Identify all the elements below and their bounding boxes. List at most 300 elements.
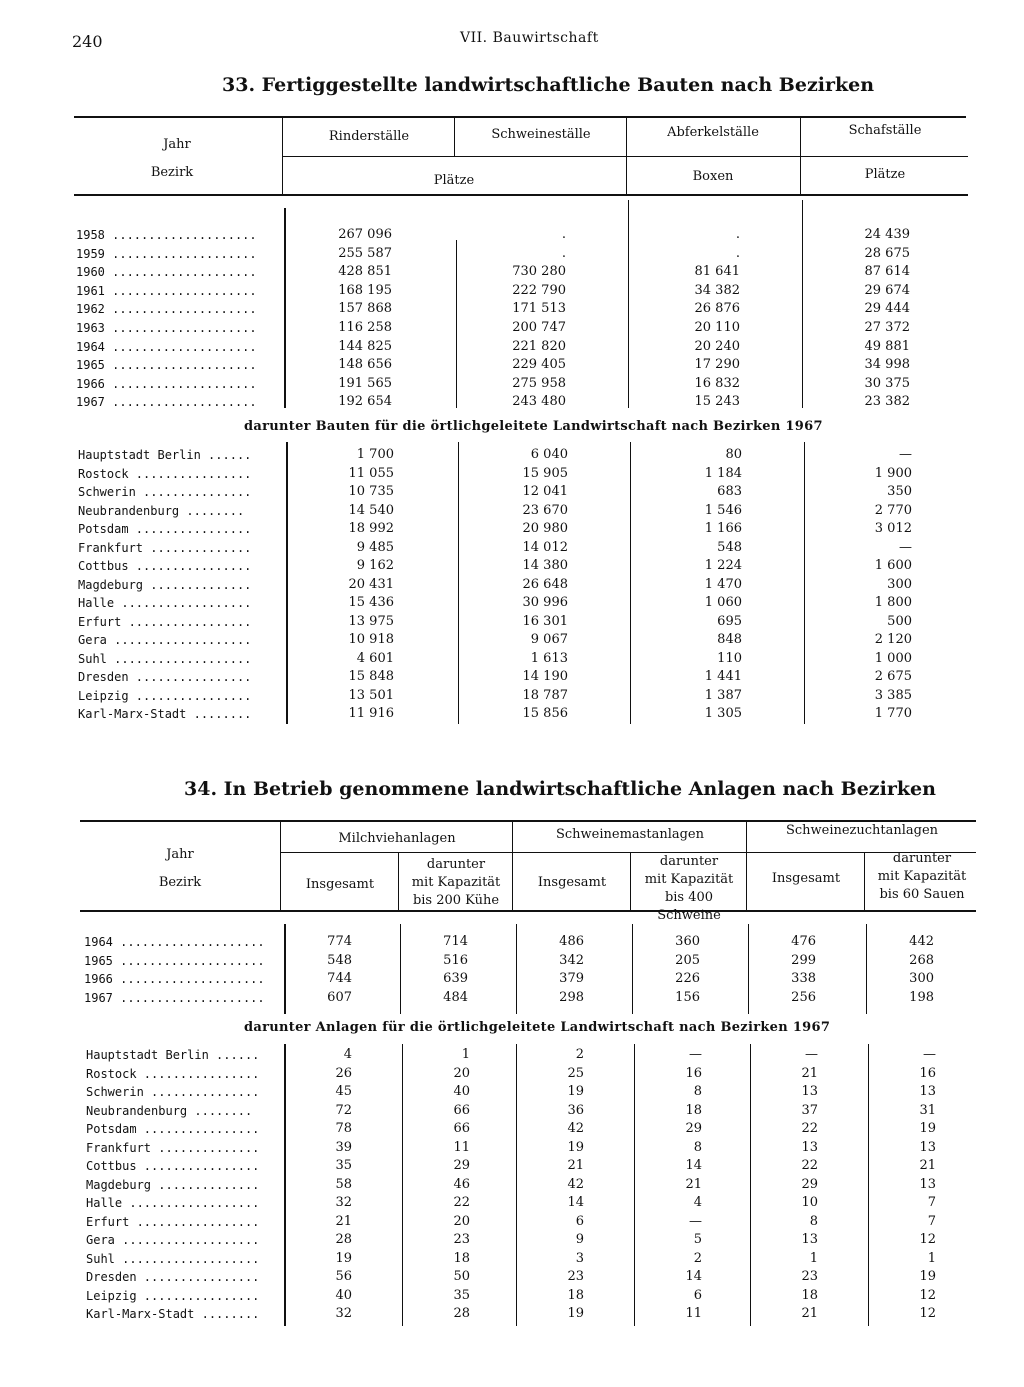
row-label: Dresden ................	[78, 670, 252, 684]
table-cell: 1 387	[704, 687, 742, 703]
table-cell: 11	[453, 1139, 470, 1155]
table-cell: 28 675	[864, 245, 910, 261]
stub-head-bezirk: Bezirk	[150, 165, 194, 180]
table-cell: 21	[685, 1176, 702, 1192]
table-cell: 29	[801, 1176, 818, 1192]
table-cell: —	[899, 447, 912, 462]
table-cell: 66	[453, 1102, 470, 1118]
table-cell: 11 916	[348, 706, 394, 721]
running-head: VII. Bauwirtschaft	[460, 30, 599, 46]
table-cell: 428 851	[338, 264, 392, 280]
table-cell: —	[689, 1213, 702, 1229]
row-label: Suhl ...................	[78, 651, 252, 666]
table-cell: 774	[327, 934, 352, 949]
table-cell: 18	[567, 1287, 584, 1303]
sub-head-total: Insgesamt	[305, 877, 375, 892]
table-cell: 46	[453, 1176, 470, 1192]
table-cell: 360	[675, 934, 700, 949]
sub-head-total: Insgesamt	[537, 875, 607, 890]
table-cell: 848	[717, 632, 742, 647]
table-cell: 8	[809, 1213, 818, 1229]
table-cell: 35	[453, 1287, 470, 1303]
row-label: 1964 ....................	[84, 935, 265, 949]
row-label: 1962 ....................	[76, 302, 257, 317]
table-row	[0, 1065, 1024, 1083]
table-cell: 191 565	[338, 375, 392, 391]
row-label: Suhl ...................	[86, 1251, 260, 1266]
table-row	[0, 650, 1024, 668]
table-cell: 24 439	[864, 227, 910, 242]
row-label: Frankfurt ..............	[78, 540, 252, 555]
table-row	[0, 226, 1024, 244]
table-row	[0, 668, 1024, 686]
table-cell: 229 405	[512, 357, 566, 373]
table-cell: 13	[919, 1084, 936, 1099]
table-cell: 19	[919, 1121, 936, 1136]
table-cell: 22	[453, 1195, 470, 1210]
table-cell: 19	[335, 1250, 352, 1266]
table-33-col-divider	[800, 118, 801, 196]
col-head: Schweineställe	[491, 127, 591, 142]
row-label: 1966 ....................	[84, 972, 265, 986]
row-label: 1958 ....................	[76, 228, 257, 242]
table-34-col-divider	[746, 822, 747, 912]
table-cell: .	[561, 245, 566, 261]
table-34-col-divider	[630, 853, 631, 911]
table-cell: 695	[717, 613, 742, 629]
table-cell: 29 444	[864, 301, 910, 317]
table-cell: 14	[685, 1269, 702, 1284]
table-cell: 486	[559, 934, 584, 949]
table-cell: 300	[909, 971, 934, 986]
table-cell: —	[923, 1047, 936, 1062]
table-cell: 14	[567, 1195, 584, 1210]
table-cell: 222 790	[512, 282, 566, 298]
row-label: Schwerin ...............	[86, 1085, 260, 1099]
table-cell: 226	[675, 971, 700, 986]
row-label: Rostock ................	[78, 466, 252, 481]
table-cell: 2 770	[874, 502, 912, 518]
table-cell: 20 240	[694, 338, 740, 354]
table-cell: 13	[801, 1139, 818, 1155]
table-34-title: 34. In Betrieb genommene landwirtschaftliche Anlagen nach Bezirken	[184, 778, 936, 800]
table-cell: 744	[327, 971, 352, 986]
table-cell: 1	[461, 1047, 470, 1062]
row-label: Schwerin ...............	[78, 485, 252, 499]
table-cell: 442	[909, 934, 934, 949]
table-cell: 20 980	[522, 521, 568, 536]
table-row	[0, 1157, 1024, 1175]
table-cell: 18	[801, 1287, 818, 1303]
table-cell: 18 787	[522, 687, 568, 703]
table-cell: 338	[791, 971, 816, 986]
row-label: 1965 ....................	[76, 358, 257, 373]
table-cell: —	[899, 539, 912, 555]
table-cell: 144 825	[338, 338, 392, 354]
table-row	[0, 1083, 1024, 1101]
table-cell: 11	[685, 1306, 702, 1321]
table-cell: 15 848	[348, 669, 394, 684]
table-33-stub-divider	[282, 118, 283, 196]
row-label: 1965 ....................	[84, 953, 265, 968]
row-label: Hauptstadt Berlin ......	[86, 1048, 260, 1062]
table-cell: 8	[693, 1084, 702, 1099]
table-cell: 18	[685, 1102, 702, 1118]
table-cell: 2	[693, 1250, 702, 1266]
table-cell: 81 641	[694, 264, 740, 280]
table-cell: 50	[453, 1269, 470, 1284]
table-cell: 45	[335, 1084, 352, 1099]
table-cell: 29	[685, 1121, 702, 1136]
row-label: 1966 ....................	[76, 376, 257, 391]
table-cell: 14 380	[522, 558, 568, 573]
table-cell: 221 820	[512, 338, 566, 354]
table-cell: 9 485	[356, 539, 394, 555]
table-cell: 268	[909, 952, 934, 968]
table-cell: 300	[887, 576, 912, 592]
table-cell: 255 587	[338, 245, 392, 261]
table-cell: 13	[801, 1084, 818, 1099]
table-cell: 13	[801, 1232, 818, 1247]
row-label: 1961 ....................	[76, 283, 257, 298]
table-row	[0, 446, 1024, 464]
table-row	[0, 576, 1024, 594]
table-row	[0, 557, 1024, 575]
sub-head-capacity: darunter mit Kapazität bis 60 Sauen	[877, 851, 967, 902]
table-cell: 205	[675, 952, 700, 968]
table-cell: 3	[575, 1250, 584, 1266]
table-cell: 12 041	[522, 484, 568, 499]
table-cell: 19	[567, 1084, 584, 1099]
table-row	[0, 263, 1024, 281]
table-cell: 14 540	[348, 502, 394, 518]
table-row	[0, 952, 1024, 970]
table-cell: .	[735, 227, 740, 242]
table-cell: 16 832	[694, 375, 740, 391]
table-cell: 7	[927, 1213, 936, 1229]
table-cell: 34 382	[694, 282, 740, 298]
table-cell: 6	[693, 1287, 702, 1303]
stub-head-bezirk: Bezirk	[158, 875, 202, 890]
table-cell: 42	[567, 1176, 584, 1192]
table-cell: 1 441	[704, 669, 742, 684]
table-row	[0, 282, 1024, 300]
table-cell: 26 876	[694, 301, 740, 317]
table-cell: 16 301	[522, 613, 568, 629]
table-cell: 12	[919, 1287, 936, 1303]
table-cell: 267 096	[338, 227, 392, 242]
table-cell: 28	[453, 1306, 470, 1321]
table-cell: 9 067	[530, 632, 568, 647]
table-cell: 1 600	[874, 558, 912, 573]
table-cell: 19	[567, 1139, 584, 1155]
table-cell: 1 000	[874, 650, 912, 666]
table-cell: 1 700	[356, 447, 394, 462]
group-head: Schweinezuchtanlagen	[785, 823, 939, 838]
table-cell: 607	[327, 989, 352, 1005]
table-cell: 21	[335, 1213, 352, 1229]
table-row	[0, 1305, 1024, 1323]
table-cell: 1 800	[874, 595, 912, 610]
table-cell: 299	[791, 952, 816, 968]
table-cell: 58	[335, 1176, 352, 1192]
row-label: Rostock ................	[86, 1066, 260, 1081]
col-head: Rinderställe	[328, 129, 410, 144]
row-label: Erfurt .................	[78, 614, 252, 629]
table-cell: 11 055	[348, 465, 394, 481]
table-cell: 26	[335, 1065, 352, 1081]
table-34-header-rule	[80, 910, 976, 912]
table-cell: 10	[801, 1195, 818, 1210]
table-cell: 15 905	[522, 465, 568, 481]
table-row	[0, 393, 1024, 411]
table-cell: 548	[327, 952, 352, 968]
table-cell: 15 856	[522, 706, 568, 721]
table-cell: 39	[335, 1139, 352, 1155]
table-cell: —	[805, 1047, 818, 1062]
table-row	[0, 687, 1024, 705]
table-cell: 171 513	[512, 301, 566, 317]
table-cell: 548	[717, 539, 742, 555]
table-34-col-divider	[864, 853, 865, 911]
table-cell: 714	[443, 934, 468, 949]
table-cell: 20 110	[694, 320, 740, 335]
table-cell: 5	[693, 1232, 702, 1247]
table-cell: 40	[453, 1084, 470, 1099]
table-cell: 1 184	[704, 465, 742, 481]
table-row	[0, 356, 1024, 374]
row-label: Dresden ................	[86, 1270, 260, 1284]
table-cell: 32	[335, 1306, 352, 1321]
row-label: Neubrandenburg ........	[78, 503, 245, 518]
table-cell: 12	[919, 1306, 936, 1321]
table-cell: 1	[809, 1250, 818, 1266]
table-cell: 639	[443, 971, 468, 986]
table-cell: 19	[919, 1269, 936, 1284]
row-label: 1959 ....................	[76, 246, 257, 261]
table-cell: 683	[717, 484, 742, 499]
table-cell: 2 675	[874, 669, 912, 684]
table-cell: .	[735, 245, 740, 261]
table-33-col-divider	[626, 118, 627, 196]
row-label: Halle ..................	[78, 596, 252, 610]
stub-head-jahr: Jahr	[163, 137, 191, 152]
table-cell: 13 975	[348, 613, 394, 629]
table-cell: 31	[919, 1102, 936, 1118]
table-cell: 15 436	[348, 595, 394, 610]
table-33-title: 33. Fertiggestellte landwirtschaftliche Bauten nach Bezirken	[222, 74, 875, 96]
table-row	[0, 1231, 1024, 1249]
table-cell: 198	[909, 989, 934, 1005]
group-head: Milchviehanlagen	[338, 831, 456, 846]
table-cell: 10 918	[348, 632, 394, 647]
table-cell: 72	[335, 1102, 352, 1118]
table-cell: 21	[801, 1306, 818, 1321]
table-row	[0, 594, 1024, 612]
row-label: 1964 ....................	[76, 339, 257, 354]
table-cell: 87 614	[864, 264, 910, 280]
table-34-col-divider	[398, 853, 399, 911]
table-cell: 6	[575, 1213, 584, 1229]
table-cell: 256	[791, 989, 816, 1005]
table-cell: 1 060	[704, 595, 742, 610]
table-cell: 110	[717, 650, 742, 666]
sub-head-total: Insgesamt	[771, 871, 841, 886]
table-cell: 18 992	[348, 521, 394, 536]
row-label: Leipzig ................	[86, 1288, 260, 1303]
table-row	[0, 465, 1024, 483]
table-cell: 156	[675, 989, 700, 1005]
table-cell: 49 881	[864, 338, 910, 354]
table-cell: 8	[693, 1139, 702, 1155]
table-cell: 23 382	[864, 394, 910, 410]
table-cell: 350	[887, 484, 912, 499]
table-cell: 36	[567, 1102, 584, 1118]
row-label: Cottbus ................	[86, 1159, 260, 1173]
table-cell: 16	[919, 1065, 936, 1081]
row-label: Karl-Marx-Stadt ........	[78, 707, 252, 721]
table-cell: 78	[335, 1121, 352, 1136]
table-cell: 30 375	[864, 375, 910, 391]
table-cell: 42	[567, 1121, 584, 1136]
table-row	[0, 1046, 1024, 1064]
table-cell: 4	[693, 1195, 702, 1210]
table-cell: 20	[453, 1065, 470, 1081]
row-label: Erfurt .................	[86, 1214, 260, 1229]
sub-head-capacity: darunter mit Kapazität bis 400 Schweine	[644, 854, 734, 923]
table-row	[0, 970, 1024, 988]
table-cell: 26 648	[522, 576, 568, 592]
table-cell: 1 224	[704, 558, 742, 573]
table-row	[0, 300, 1024, 318]
row-label: Potsdam ................	[86, 1122, 260, 1136]
table-row	[0, 483, 1024, 501]
row-label: Neubrandenburg ........	[86, 1103, 253, 1118]
row-label: 1960 ....................	[76, 265, 257, 280]
table-cell: 30 996	[522, 595, 568, 610]
table-row	[0, 319, 1024, 337]
table-cell: 1 613	[530, 650, 568, 666]
row-label: Gera ...................	[86, 1233, 260, 1247]
table-cell: 192 654	[338, 394, 392, 410]
table-cell: 4 601	[356, 650, 394, 666]
table-row	[0, 1120, 1024, 1138]
table-cell: 516	[443, 952, 468, 968]
table-cell: 157 868	[338, 301, 392, 317]
table-cell: 23 670	[522, 502, 568, 518]
table-row	[0, 1250, 1024, 1268]
row-label: Magdeburg ..............	[78, 577, 252, 592]
table-row	[0, 338, 1024, 356]
table-cell: 21	[567, 1158, 584, 1173]
table-cell: 342	[559, 952, 584, 968]
table-cell: 298	[559, 989, 584, 1005]
row-label: Potsdam ................	[78, 522, 252, 536]
table-cell: 18	[453, 1250, 470, 1266]
table-cell: 275 958	[512, 375, 566, 391]
row-label: 1967 ....................	[76, 395, 257, 410]
table-row	[0, 520, 1024, 538]
table-33-top-rule	[74, 116, 966, 118]
table-33-unit-rule	[282, 156, 968, 157]
stub-head-jahr: Jahr	[166, 847, 194, 862]
table-cell: 14	[685, 1158, 702, 1173]
table-row	[0, 1194, 1024, 1212]
table-cell: 13	[919, 1139, 936, 1155]
table-row	[0, 375, 1024, 393]
table-cell: 37	[801, 1102, 818, 1118]
table-cell: 476	[791, 934, 816, 949]
table-34-col-divider	[512, 822, 513, 912]
table-row	[0, 1102, 1024, 1120]
table-cell: 3 012	[874, 521, 912, 536]
table-row	[0, 613, 1024, 631]
table-cell: 484	[443, 989, 468, 1005]
table-cell: 1	[927, 1250, 936, 1266]
row-label: Karl-Marx-Stadt ........	[86, 1307, 260, 1321]
table-cell: 22	[801, 1158, 818, 1173]
table-cell: 730 280	[512, 264, 566, 280]
table-cell: 200 747	[512, 320, 566, 335]
table-cell: 1 166	[704, 521, 742, 536]
table-cell: 148 656	[338, 357, 392, 373]
table-cell: 23	[801, 1269, 818, 1284]
table-row	[0, 539, 1024, 557]
table-cell: 34 998	[864, 357, 910, 373]
col-head: Schafställe	[848, 123, 922, 138]
table-34-stub-divider	[280, 822, 281, 912]
table-cell: 13	[919, 1176, 936, 1192]
table-cell: —	[689, 1047, 702, 1062]
row-label: 1967 ....................	[84, 990, 265, 1005]
col-head: Abferkelställe	[667, 125, 759, 140]
table-cell: 9	[575, 1232, 584, 1247]
unit-label: Plätze	[864, 167, 906, 182]
table-cell: 23	[567, 1269, 584, 1284]
table-cell: 23	[453, 1232, 470, 1247]
table-cell: 66	[453, 1121, 470, 1136]
page-number: 240	[72, 32, 103, 51]
table-cell: 15 243	[694, 394, 740, 410]
table-cell: 2 120	[874, 632, 912, 647]
table-cell: 29 674	[864, 282, 910, 298]
table-33-subheading: darunter Bauten für die örtlichgeleitete Landwirtschaft nach Bezirken 1967	[244, 419, 823, 434]
row-label: Magdeburg ..............	[86, 1177, 260, 1192]
table-cell: 12	[919, 1232, 936, 1247]
row-label: Frankfurt ..............	[86, 1140, 260, 1155]
table-cell: 10 735	[348, 484, 394, 499]
table-cell: 1 305	[704, 706, 742, 721]
unit-label: Boxen	[692, 169, 734, 184]
table-cell: .	[561, 227, 566, 242]
table-cell: 1 770	[874, 706, 912, 721]
table-row	[0, 705, 1024, 723]
table-cell: 80	[725, 447, 742, 462]
table-cell: 21	[801, 1065, 818, 1081]
table-cell: 3 385	[874, 687, 912, 703]
table-row	[0, 933, 1024, 951]
row-label: Cottbus ................	[78, 559, 252, 573]
table-cell: 25	[567, 1065, 584, 1081]
table-cell: 500	[887, 613, 912, 629]
group-head: Schweinemastanlagen	[556, 827, 704, 842]
table-cell: 16	[685, 1065, 702, 1081]
table-cell: 14 012	[522, 539, 568, 555]
table-cell: 1 546	[704, 502, 742, 518]
table-cell: 29	[453, 1158, 470, 1173]
table-34-subheading: darunter Anlagen für die örtlichgeleitete Landwirtschaft nach Bezirken 1967	[244, 1020, 831, 1035]
table-cell: 21	[919, 1158, 936, 1173]
